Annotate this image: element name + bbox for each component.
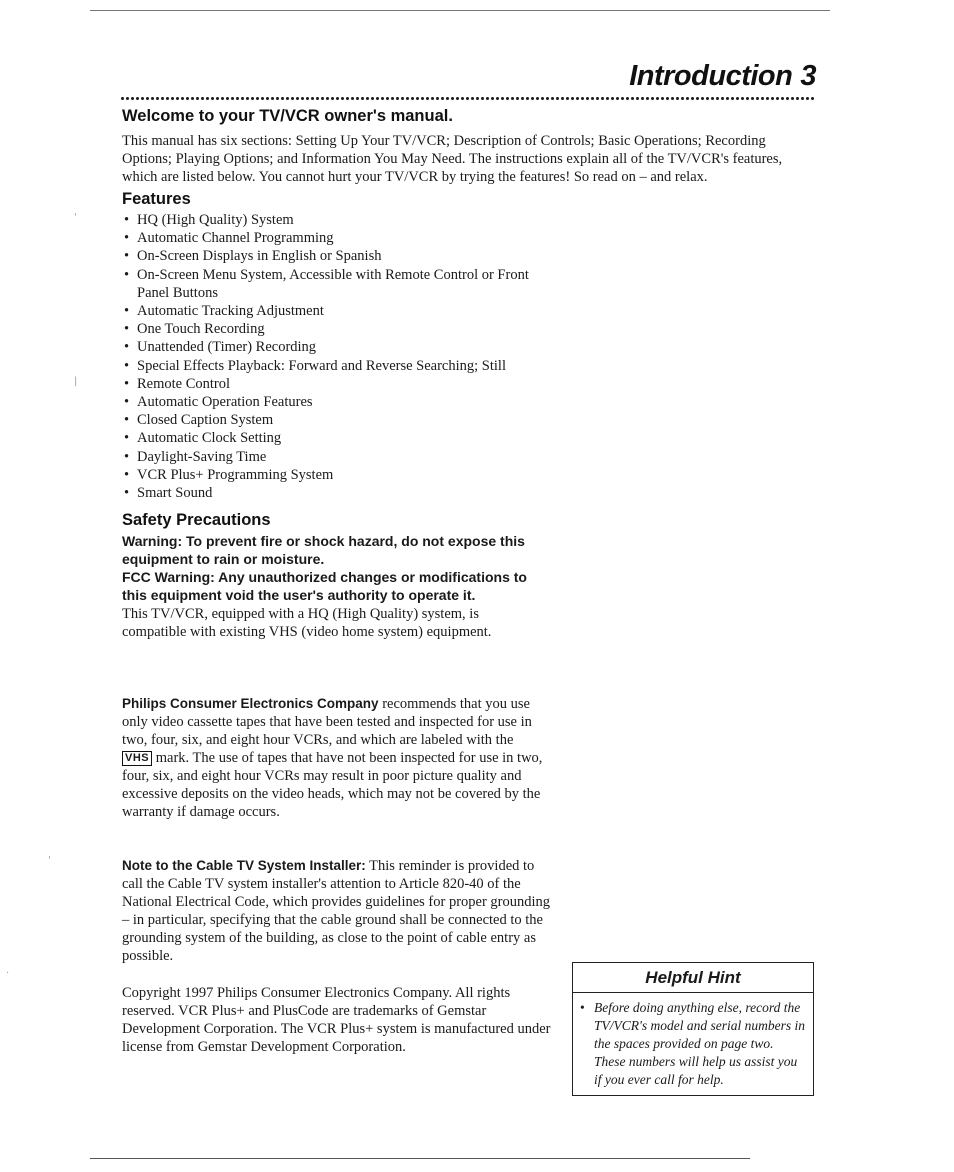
- page-header: [560, 60, 816, 93]
- installer-text: This reminder is provided to call the Cable TV system installer's attention to Article 820-40 of the National Electrical Code, which provides guidelines for proper grounding – in particular, specifying that the cable ground shall be connected to the grounding system of the building, as close to the point of cable entry as possible.: [122, 858, 551, 964]
- vhs-logo: VHS: [122, 751, 152, 766]
- scan-mark-icon: |: [74, 376, 78, 387]
- welcome-heading: Welcome to your TV/VCR owner's manual.: [122, 107, 453, 125]
- features-heading: Features: [122, 190, 191, 208]
- list-item: • On-Screen Menu System, Accessible with Remote Control or Front Panel Buttons: [122, 266, 542, 302]
- fcc-warning: FCC Warning: Any unauthorized changes or modifications to this equipment void the user's authority to operate it.: [122, 569, 527, 603]
- list-item: • On-Screen Displays in English or Spanish: [122, 247, 542, 265]
- page-number: 3: [800, 60, 816, 92]
- list-item: • One Touch Recording: [122, 320, 542, 338]
- dotted-divider: [120, 96, 816, 101]
- installer-paragraph: [122, 857, 552, 965]
- philips-text-2: mark. The use of tapes that have not been inspected for use in two, four, six, and eight hour VCRs may result in poor picture quality and excessive deposits on the video heads, which may not be covered by the warranty if damage occurs.: [122, 750, 543, 820]
- list-item: • Automatic Operation Features: [122, 393, 542, 411]
- list-item: • Special Effects Playback: Forward and Reverse Searching; Still: [122, 357, 542, 375]
- hint-body: [573, 993, 813, 1089]
- safety-heading: Safety Precautions: [122, 511, 271, 529]
- list-item: • Smart Sound: [122, 484, 542, 502]
- copyright-paragraph: Copyright 1997 Philips Consumer Electronics Company. All rights reserved. VCR Plus+ and PlusCode are trademarks of Gemstar Development Corporation. The VCR Plus+ system is manufactured under license from Gemstar Development Corporation.: [122, 985, 551, 1055]
- bottom-rule: [90, 1158, 750, 1159]
- list-item: • Automatic Tracking Adjustment: [122, 302, 542, 320]
- top-rule: [90, 10, 830, 11]
- list-item: • HQ (High Quality) System: [122, 211, 542, 229]
- philips-paragraph: [122, 695, 547, 821]
- features-list: [122, 211, 542, 502]
- bullet-icon: •: [580, 1000, 585, 1015]
- philips-text-1: recommends that you use only video cassette tapes that have been tested and inspected for use in two, four, six, and eight hour VCRs, and which are labeled with the: [122, 696, 532, 748]
- compatibility-paragraph: This TV/VCR, equipped with a HQ (High Quality) system, is compatible with existing VHS (video home system) equipment.: [122, 606, 492, 640]
- scan-mark-icon: ': [74, 212, 77, 223]
- list-item: • Remote Control: [122, 375, 542, 393]
- hint-text: Before doing anything else, record the TV/VCR's model and serial numbers in the spaces provided on page two. These numbers will help us assist you if you ever call for help.: [594, 1000, 806, 1087]
- philips-lead: Philips Consumer Electronics Company: [122, 696, 379, 711]
- list-item: • VCR Plus+ Programming System: [122, 466, 542, 484]
- welcome-paragraph: This manual has six sections: Setting Up Your TV/VCR; Description of Controls; Basic Operations; Recording Options; Playing Options; and Information You May Need. The instructions explain all of the TV/VCR's features, which are listed below. You cannot hurt your TV/VCR by trying the features! So read on – and relax.: [122, 133, 783, 185]
- section-title: Introduction: [629, 60, 793, 92]
- scan-mark-icon: ·: [6, 968, 10, 979]
- list-item: • Closed Caption System: [122, 411, 542, 429]
- list-item: • Automatic Channel Programming: [122, 229, 542, 247]
- helpful-hint-box: [572, 962, 814, 1096]
- list-item: • Automatic Clock Setting: [122, 429, 542, 447]
- list-item: • Unattended (Timer) Recording: [122, 338, 542, 356]
- fire-warning: Warning: To prevent fire or shock hazard, do not expose this equipment to rain or moisture.: [122, 533, 525, 567]
- scan-mark-icon: ': [48, 855, 51, 866]
- hint-title: Helpful Hint: [573, 963, 813, 993]
- installer-lead: Note to the Cable TV System Installer:: [122, 858, 366, 873]
- list-item: • Daylight-Saving Time: [122, 448, 542, 466]
